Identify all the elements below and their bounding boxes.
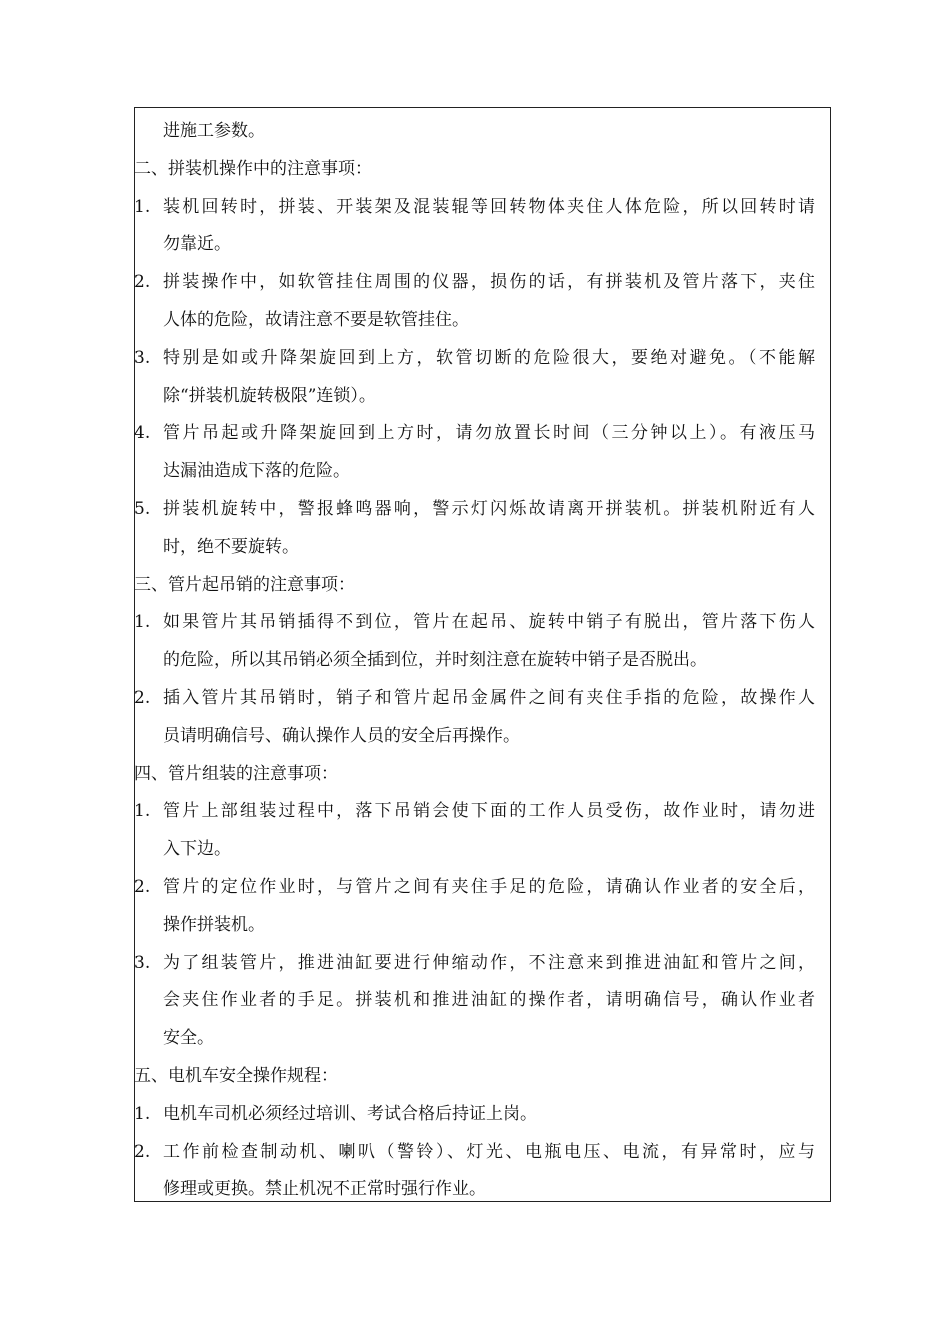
line-text: 如果管片其吊销插得不到位，管片在起吊、旋转中销子有脱出，管片落下伤人 bbox=[163, 612, 815, 633]
item-number: 1. bbox=[134, 612, 151, 633]
line-text: 除“拼装机旋转极限”连锁）。 bbox=[163, 385, 376, 406]
text-line bbox=[0, 301, 950, 339]
text-line bbox=[0, 868, 950, 906]
line-text: 四、管片组装的注意事项： bbox=[134, 763, 338, 784]
text-line bbox=[0, 225, 950, 263]
line-text: 五、电机车安全操作规程： bbox=[134, 1066, 338, 1086]
line-text: 装机回转时，拼装、开装架及混装辊等回转物体夹住人体危险，所以回转时请 bbox=[163, 196, 815, 217]
item-number: 1. bbox=[134, 801, 151, 822]
item-number: 3. bbox=[134, 347, 151, 368]
line-text: 勿靠近。 bbox=[163, 234, 231, 255]
line-text: 三、管片起吊销的注意事项： bbox=[134, 574, 355, 595]
section-heading bbox=[0, 1057, 950, 1095]
text-line bbox=[0, 452, 950, 490]
text-line bbox=[0, 377, 950, 415]
text-line bbox=[0, 603, 950, 641]
line-text: 人体的危险，故请注意不要是软管挂住。 bbox=[163, 310, 469, 330]
line-text: 进施工参数。 bbox=[163, 121, 265, 141]
section-heading bbox=[0, 150, 950, 188]
text-line bbox=[0, 792, 950, 830]
text-line bbox=[0, 1133, 950, 1171]
section-heading bbox=[0, 566, 950, 604]
text-line bbox=[0, 1019, 950, 1057]
line-text: 插入管片其吊销时，销子和管片起吊金属件之间有夹住手指的危险，故操作人 bbox=[163, 688, 815, 708]
text-line bbox=[0, 717, 950, 755]
line-text: 管片上部组装过程中，落下吊销会使下面的工作人员受伤，故作业时，请勿进 bbox=[163, 801, 815, 822]
item-number: 2. bbox=[134, 688, 151, 708]
text-line bbox=[0, 528, 950, 566]
text-line bbox=[0, 339, 950, 377]
line-text: 时，绝不要旋转。 bbox=[163, 536, 299, 557]
text-line bbox=[0, 944, 950, 982]
line-text: 二、拼装机操作中的注意事项： bbox=[134, 158, 372, 179]
line-text: 的危险，所以其吊销必须全插到位，并时刻注意在旋转中销子是否脱出。 bbox=[163, 650, 707, 671]
text-line bbox=[0, 981, 950, 1019]
text-line bbox=[0, 679, 950, 717]
item-number: 4. bbox=[134, 423, 151, 444]
line-text: 入下边。 bbox=[163, 839, 231, 860]
line-text: 修理或更换。禁止机况不正常时强行作业。 bbox=[163, 1179, 486, 1200]
line-text: 拼装机旋转中，警报蜂鸣器响，警示灯闪烁故请离开拼装机。拼装机附近有人 bbox=[163, 499, 815, 519]
item-number: 1. bbox=[134, 196, 151, 217]
text-line bbox=[0, 414, 950, 452]
line-text: 操作拼装机。 bbox=[163, 914, 265, 935]
line-text: 安全。 bbox=[163, 1028, 214, 1049]
line-text: 会夹住作业者的手足。拼装机和推进油缸的操作者，请明确信号，确认作业者 bbox=[163, 990, 815, 1011]
item-number: 2. bbox=[134, 1141, 151, 1162]
text-line bbox=[0, 112, 950, 150]
line-text: 特别是如或升降架旋回到上方，软管切断的危险很大，要绝对避免。（不能解 bbox=[163, 347, 815, 368]
line-text: 为了组装管片，推进油缸要进行伸缩动作，不注意来到推进油缸和管片之间， bbox=[163, 952, 815, 973]
item-number: 5. bbox=[134, 499, 151, 519]
item-number: 2. bbox=[134, 877, 151, 897]
line-text: 电机车司机必须经过培训、考试合格后持证上岗。 bbox=[163, 1103, 537, 1124]
text-line bbox=[0, 906, 950, 944]
line-text: 达漏油造成下落的危险。 bbox=[163, 461, 350, 482]
text-line bbox=[0, 490, 950, 528]
section-heading bbox=[0, 755, 950, 793]
item-number: 1. bbox=[134, 1103, 151, 1124]
text-line bbox=[0, 1170, 950, 1208]
text-line bbox=[0, 1095, 950, 1133]
item-number: 2. bbox=[134, 272, 151, 293]
line-text: 拼装操作中，如软管挂住周围的仪器，损伤的话，有拼装机及管片落下，夹住 bbox=[163, 272, 815, 293]
line-text: 员请明确信号、确认操作人员的安全后再操作。 bbox=[163, 725, 520, 746]
text-line bbox=[0, 188, 950, 226]
text-line bbox=[0, 830, 950, 868]
item-number: 3. bbox=[134, 952, 151, 973]
line-text: 工作前检查制动机、喇叭（警铃）、灯光、电瓶电压、电流，有异常时，应与 bbox=[163, 1141, 815, 1162]
line-text: 管片的定位作业时，与管片之间有夹住手足的危险，请确认作业者的安全后， bbox=[163, 877, 815, 897]
line-text: 管片吊起或升降架旋回到上方时，请勿放置长时间（三分钟以上）。有液压马 bbox=[163, 423, 815, 444]
text-line bbox=[0, 263, 950, 301]
text-line bbox=[0, 641, 950, 679]
